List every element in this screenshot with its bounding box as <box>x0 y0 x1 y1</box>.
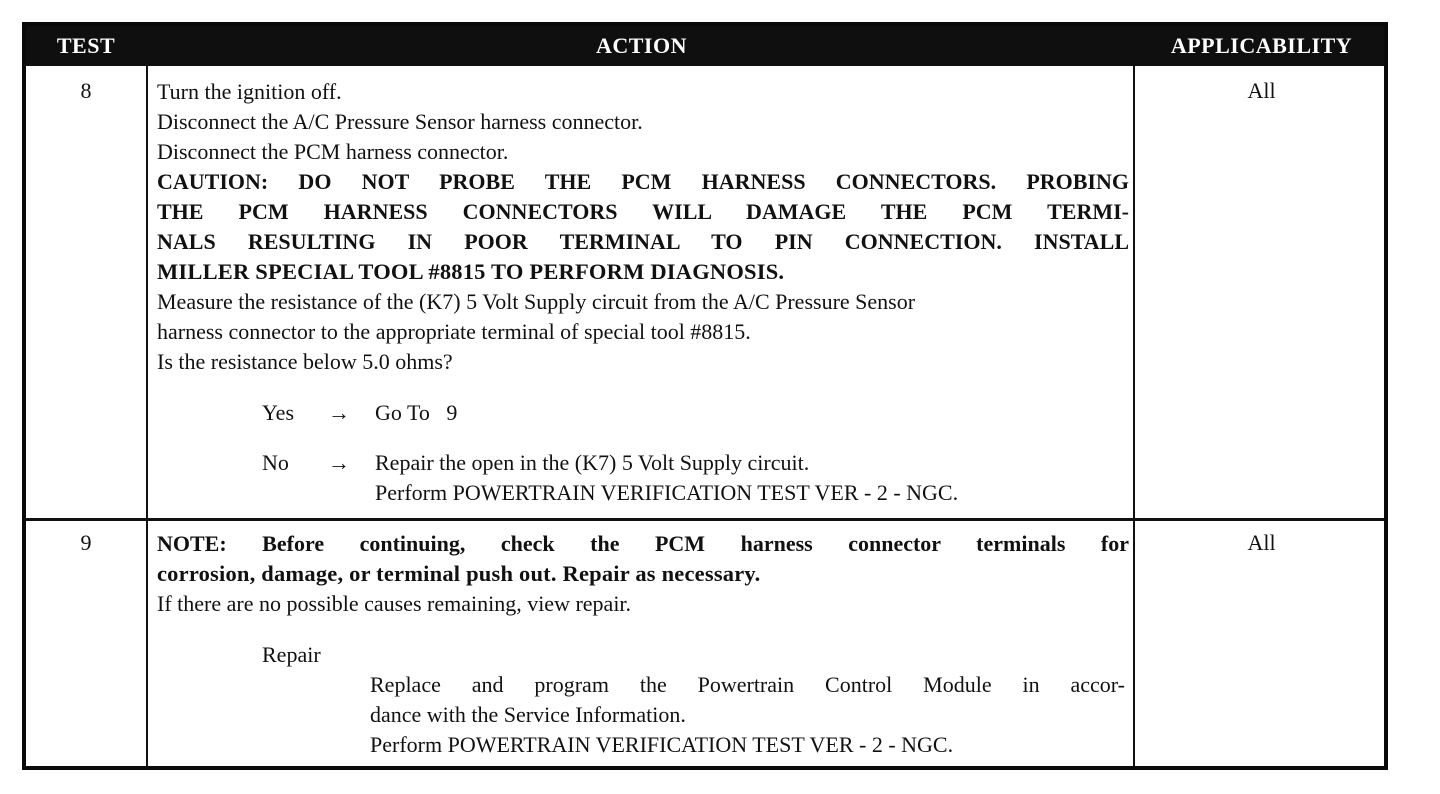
action-cell-9 <box>157 529 1129 619</box>
table-header <box>26 26 1384 66</box>
caution-line: MILLER SPECIAL TOOL #8815 TO PERFORM DIAGNOSIS. <box>157 259 785 284</box>
action-cell-8 <box>157 77 1129 377</box>
caution-line: CAUTION: DO NOT PROBE THE PCM HARNESS CONNECTORS. PROBING <box>157 169 1129 194</box>
measure-line: harness connector to the appropriate terminal of special tool #8815. <box>157 319 751 344</box>
note-line: corrosion, damage, or terminal push out. Repair as necessary. <box>157 561 761 586</box>
right-arrow-icon: → <box>328 450 350 475</box>
repair-line: Replace and program the Powertrain Control Module in accor- <box>370 672 1125 697</box>
action-line: Turn the ignition off. <box>157 79 342 104</box>
repair-line: Perform POWERTRAIN VERIFICATION TEST VER - 2 - NGC. <box>370 732 954 757</box>
measure-line: Is the resistance below 5.0 ohms? <box>157 349 453 374</box>
column-divider-2 <box>1133 66 1135 766</box>
repair-label: Repair <box>262 642 321 667</box>
test-number-8: 8 <box>80 78 92 103</box>
caution-line: NALS RESULTING IN POOR TERMINAL TO PIN CONNECTION. INSTALL <box>157 229 1129 254</box>
action-line: If there are no possible causes remaining, view repair. <box>157 591 632 616</box>
no-action-line: Repair the open in the (K7) 5 Volt Supply circuit. <box>375 450 810 475</box>
diagnostic-table <box>22 22 1388 770</box>
applicability-8: All <box>1247 78 1276 103</box>
test-number-9: 9 <box>80 530 92 555</box>
no-label: No <box>262 450 289 475</box>
note-line: NOTE: Before continuing, check the PCM harness connector terminals for <box>157 531 1129 556</box>
measure-line: Measure the resistance of the (K7) 5 Volt Supply circuit from the A/C Pressure Sensor <box>157 289 916 314</box>
header-applicability: APPLICABILITY <box>1170 33 1353 58</box>
applicability-9: All <box>1247 530 1276 555</box>
column-divider-1 <box>146 66 148 766</box>
action-line: Disconnect the A/C Pressure Sensor harness connector. <box>157 109 643 134</box>
yes-branch <box>262 398 1122 428</box>
note-block <box>157 529 1129 589</box>
row-divider <box>26 518 1384 521</box>
no-action-line: Perform POWERTRAIN VERIFICATION TEST VER - 2 - NGC. <box>375 480 959 505</box>
action-line: Disconnect the PCM harness connector. <box>157 139 509 164</box>
no-branch <box>262 448 1122 508</box>
repair-block <box>262 640 1132 770</box>
caution-block <box>157 167 1129 287</box>
header-test: TEST <box>56 33 116 58</box>
header-action: ACTION <box>595 33 687 58</box>
yes-target: Go To 9 <box>375 400 458 425</box>
yes-label: Yes <box>262 400 295 425</box>
repair-line: dance with the Service Information. <box>370 702 686 727</box>
caution-line: THE PCM HARNESS CONNECTORS WILL DAMAGE THE PCM TERMI- <box>157 199 1129 224</box>
right-arrow-icon: → <box>328 400 350 425</box>
